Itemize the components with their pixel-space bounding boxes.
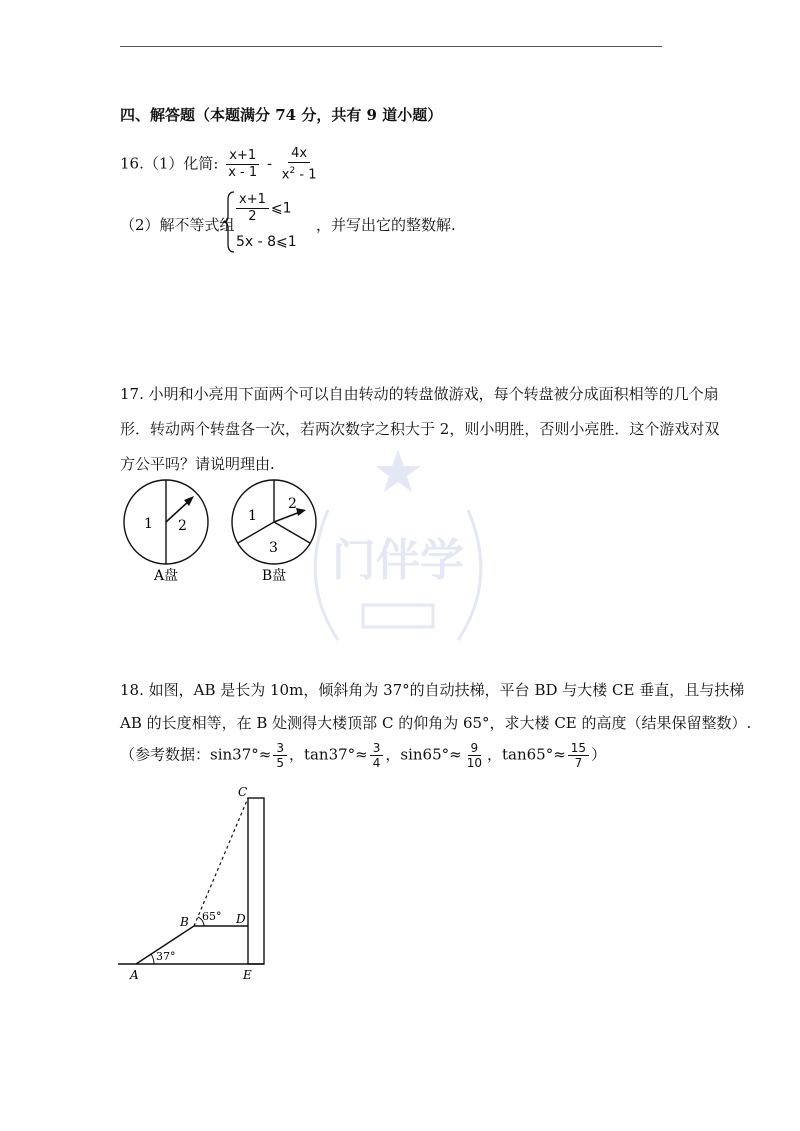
- spinner-a-num1: 1: [144, 516, 153, 532]
- spinner-b-divider-right: [274, 522, 310, 543]
- angle-a-label: 37°: [156, 950, 176, 963]
- q18-tan37-frac: [370, 741, 384, 770]
- spinner-a-num2: 2: [178, 518, 187, 534]
- q18-sin37-den: 5: [276, 756, 284, 770]
- q18-tan65-num: 15: [568, 741, 589, 756]
- angle-b-label: 65°: [202, 910, 222, 923]
- q16-ineq1-rel: ⩽1: [270, 200, 292, 217]
- spinner-b-arrow-icon: [296, 508, 306, 516]
- q16-ineq1-den: 2: [248, 209, 257, 224]
- q16-frac2: [279, 146, 320, 183]
- q16-ineq2: 5x - 8⩽1: [236, 234, 297, 250]
- q18-tan37-den: 4: [372, 756, 381, 770]
- q18-sin65-den: 10: [466, 756, 482, 770]
- q18-ref: [120, 741, 606, 770]
- q17-line2: 形．转动两个转盘各一次，若两次数字之积大于 2，则小明胜，否则小亮胜．这个游戏对双: [120, 420, 720, 438]
- spinner-a: [118, 478, 218, 586]
- spinner-b-num3: 3: [269, 540, 278, 556]
- q16-ineq1-frac: [236, 192, 269, 225]
- q18-line2: AB 的长度相等，在 B 处测得大楼顶部 C 的仰角为 65°，求大楼 CE 的高度（结果保留整数）.: [120, 714, 752, 732]
- q18-sin65-num: 9: [468, 741, 482, 756]
- watermark-text: 门伴学: [332, 535, 464, 586]
- q16-frac2-num: 4x: [288, 146, 310, 163]
- q18-ref-suffix: ）: [591, 745, 607, 764]
- q18-line1: 18. 如图，AB 是长为 10m，倾斜角为 37°的自动扶梯，平台 BD 与大楼 CE 垂直，且与扶梯: [120, 681, 745, 699]
- q16-frac2-den-tail: - 1: [295, 167, 317, 183]
- sight-line-bc: [194, 798, 248, 926]
- q18-figure: [118, 780, 288, 990]
- q16-ineq1: [236, 192, 292, 225]
- q16-brace: [222, 190, 236, 254]
- q16-prefix: 16.（1）化简:: [120, 154, 219, 173]
- q16-frac2-den: [279, 163, 320, 183]
- q18-ref-prefix: （参考数据：sin37°≈: [120, 745, 272, 764]
- q16-minus: -: [266, 154, 273, 173]
- q18-tan37-num: 3: [370, 741, 384, 756]
- spinner-b-pointer: [274, 512, 300, 522]
- q16-frac2-den-base: x: [281, 167, 290, 183]
- header-rule: [120, 46, 662, 47]
- q16-part1: [120, 146, 321, 183]
- spinner-b-label: B盘: [261, 568, 287, 584]
- q18-tan65-label: ，tan65°≈: [486, 745, 566, 764]
- building-ce: [248, 798, 264, 964]
- section-title: 四、解答题（本题满分 74 分，共有 9 道小题）: [120, 106, 443, 124]
- q18-tan65-frac: [568, 741, 589, 770]
- spinner-b-num2: 2: [288, 496, 297, 512]
- q18-sin65-label: ，sin65°≈: [385, 745, 462, 764]
- spinner-a-label: A盘: [153, 568, 179, 584]
- angle-a-arc: [151, 954, 154, 964]
- q17-line1: 17. 小明和小亮用下面两个可以自由转动的转盘做游戏，每个转盘被分成面积相等的几个扇: [120, 385, 719, 403]
- q17-line3: 方公平吗？请说明理由.: [120, 455, 275, 473]
- q16-part2-prefix: （2）解不等式组: [120, 216, 235, 234]
- spinner-b: [228, 478, 328, 586]
- spinner-b-num1: 1: [248, 508, 257, 524]
- q16-frac1-den: x - 1: [228, 165, 258, 181]
- watermark-book-icon: [363, 605, 433, 627]
- label-b: B: [180, 915, 189, 929]
- q18-tan37-label: ，tan37°≈: [288, 745, 368, 764]
- label-d: D: [236, 912, 246, 926]
- q18-sin37-frac: [273, 741, 287, 770]
- label-c: C: [238, 785, 248, 799]
- q18-tan65-den: 7: [574, 756, 583, 770]
- q16-frac1-num: x+1: [226, 148, 259, 165]
- watermark-star-icon: [375, 450, 421, 492]
- q16-ineq1-num: x+1: [236, 192, 269, 209]
- q18-sin65-frac: [464, 741, 485, 770]
- q16-part2-suffix: ，并写出它的整数解.: [316, 216, 456, 234]
- label-e: E: [243, 968, 252, 982]
- q18-sin37-num: 3: [273, 741, 287, 756]
- q16-frac1: [225, 148, 260, 181]
- label-a: A: [130, 968, 139, 982]
- q16-frac2-den-exp: 2: [289, 166, 296, 176]
